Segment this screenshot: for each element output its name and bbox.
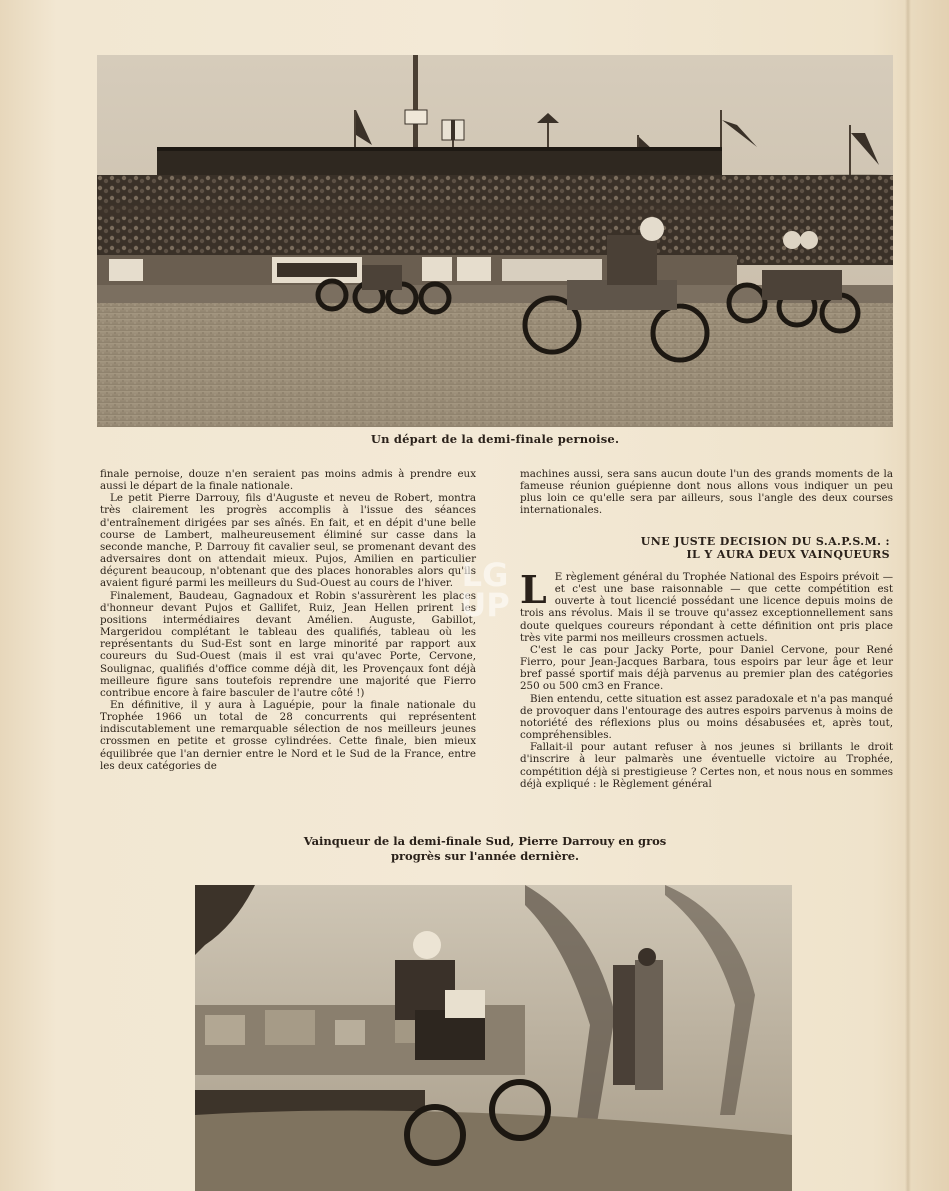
rider-jump-photo	[195, 885, 792, 1191]
right-paragraph-4: Fallait-il pour autant refuser à nos jeunes si brillants le droit d'inscrire à leur palmarès une éventuelle victoire au Trophée, compétition déjà si prestigieuse ? Certes non, et nous nous en sommes déjà expliqué : le Règlement général	[520, 741, 893, 790]
right-column-intro	[520, 468, 893, 517]
photo2-caption-line-2: progrès sur l'année dernière.	[390, 849, 580, 863]
photo2-caption-line-1: Vainqueur de la demi-finale Sud, Pierre Darrouy en gros	[303, 834, 667, 848]
photo2-caption	[270, 834, 700, 864]
page-fold-shadow	[905, 0, 911, 1191]
right-paragraph-2: C'est le cas pour Jacky Porte, pour Daniel Cervone, pour René Fierro, pour Jean-Jacques Barbara, tous espoirs par leur âge et leur bref passé sportif mais déjà parvenus au premier plan des catégories 250 ou 500 cm3 en France.	[520, 643, 893, 693]
right-paragraph-1-text: E règlement général du Trophée National des Espoirs prévoit — et c'est une base raisonnable — que cette compétition est ouverte à tout licencié possédant une licence depuis moins de trois ans révolus. Mais il se trouve qu'assez exceptionnellement sans doute quelques coureurs répondant à cette définition ont pris place très vite parmi nos meilleurs crossmen actuels.	[520, 571, 893, 644]
right-paragraph-1	[520, 567, 893, 644]
drop-cap: L	[520, 567, 547, 612]
section-subhead	[560, 535, 890, 561]
left-paragraph-2: Le petit Pierre Darrouy, fils d'Auguste et neveu de Robert, montra très clairement les progrès accomplis à l'issue des séances d'entraînement dirigées par ses aînés. En fait, et en dépit d'une belle course de Lambert, malheureusement éliminé sur casse dans la seconde manche, P. Darrouy fit cavalier seul, se promenant devant des adversaires dont on attendait mieux. Pujos, Amilien en particulier déçurent beaucoup, n'obtenant que des places honorables alors qu'ils avaient figuré parmi les meilleurs du Sud-Ouest au cours de l'hiver.	[100, 492, 476, 590]
subhead-line-2: IL Y AURA DEUX VAINQUEURS	[686, 548, 890, 561]
right-column-body	[520, 567, 893, 790]
left-paragraph-4: En définitive, il y aura à Laguépie, pour la finale nationale du Trophée 1966 un total de 28 concurrents qui représentent indiscutablement une remarquable sélection de nos meilleurs jeunes crossmen en petite et grosse cylindrées. Cette finale, bien mieux équilibrée que l'an dernier entre le Nord et le Sud de la France, entre les deux catégories de	[100, 698, 476, 772]
left-paragraph-3: Finalement, Baudeau, Gagnadoux et Robin s'assurèrent les places d'honneur devant Pujos et Gallifet, Ruiz, Jean Hellen prirent les positions intermédiaires devant Amélien. Auguste, Gabillot, Margeridou complétant le tableau des qualifiés, tableau où les représentants du Sud-Est sont en large minorité par rapport aux coureurs du Sud-Ouest (mais il est vrai qu'avec Porte, Cervone, Soulignac, qualifiés d'office comme déjà dit, les Provençaux font déjà meilleure figure sans toutefois reprendre une majorité que Fierro contribue encore à faire basculer de l'autre côté !)	[100, 589, 476, 699]
left-column	[100, 468, 476, 772]
right-intro-paragraph: machines aussi, sera sans aucun doute l'un des grands moments de la fameuse réunion guépienne dont nous allons vous indiquer un peu plus loin ce qu'elle sera par ailleurs, sous l'angle des deux courses internationales.	[520, 468, 893, 517]
photo1-caption: Un départ de la demi-finale pernoise.	[370, 432, 620, 446]
left-paragraph-1: finale pernoise, douze n'en seraient pas moins admis à prendre eux aussi le départ de la finale nationale.	[100, 468, 476, 493]
watermark-logo: LG UP	[460, 556, 510, 624]
subhead-line-1: UNE JUSTE DECISION DU S.A.P.S.M. :	[640, 535, 890, 548]
grandstand-start-photo	[97, 55, 893, 427]
right-paragraph-3: Bien entendu, cette situation est assez paradoxale et n'a pas manqué de provoquer dans l'entourage des autres espoirs parvenus à moins de notoriété des réflexions plus ou moins désabusées et, après tout, compréhensibles.	[520, 692, 893, 742]
